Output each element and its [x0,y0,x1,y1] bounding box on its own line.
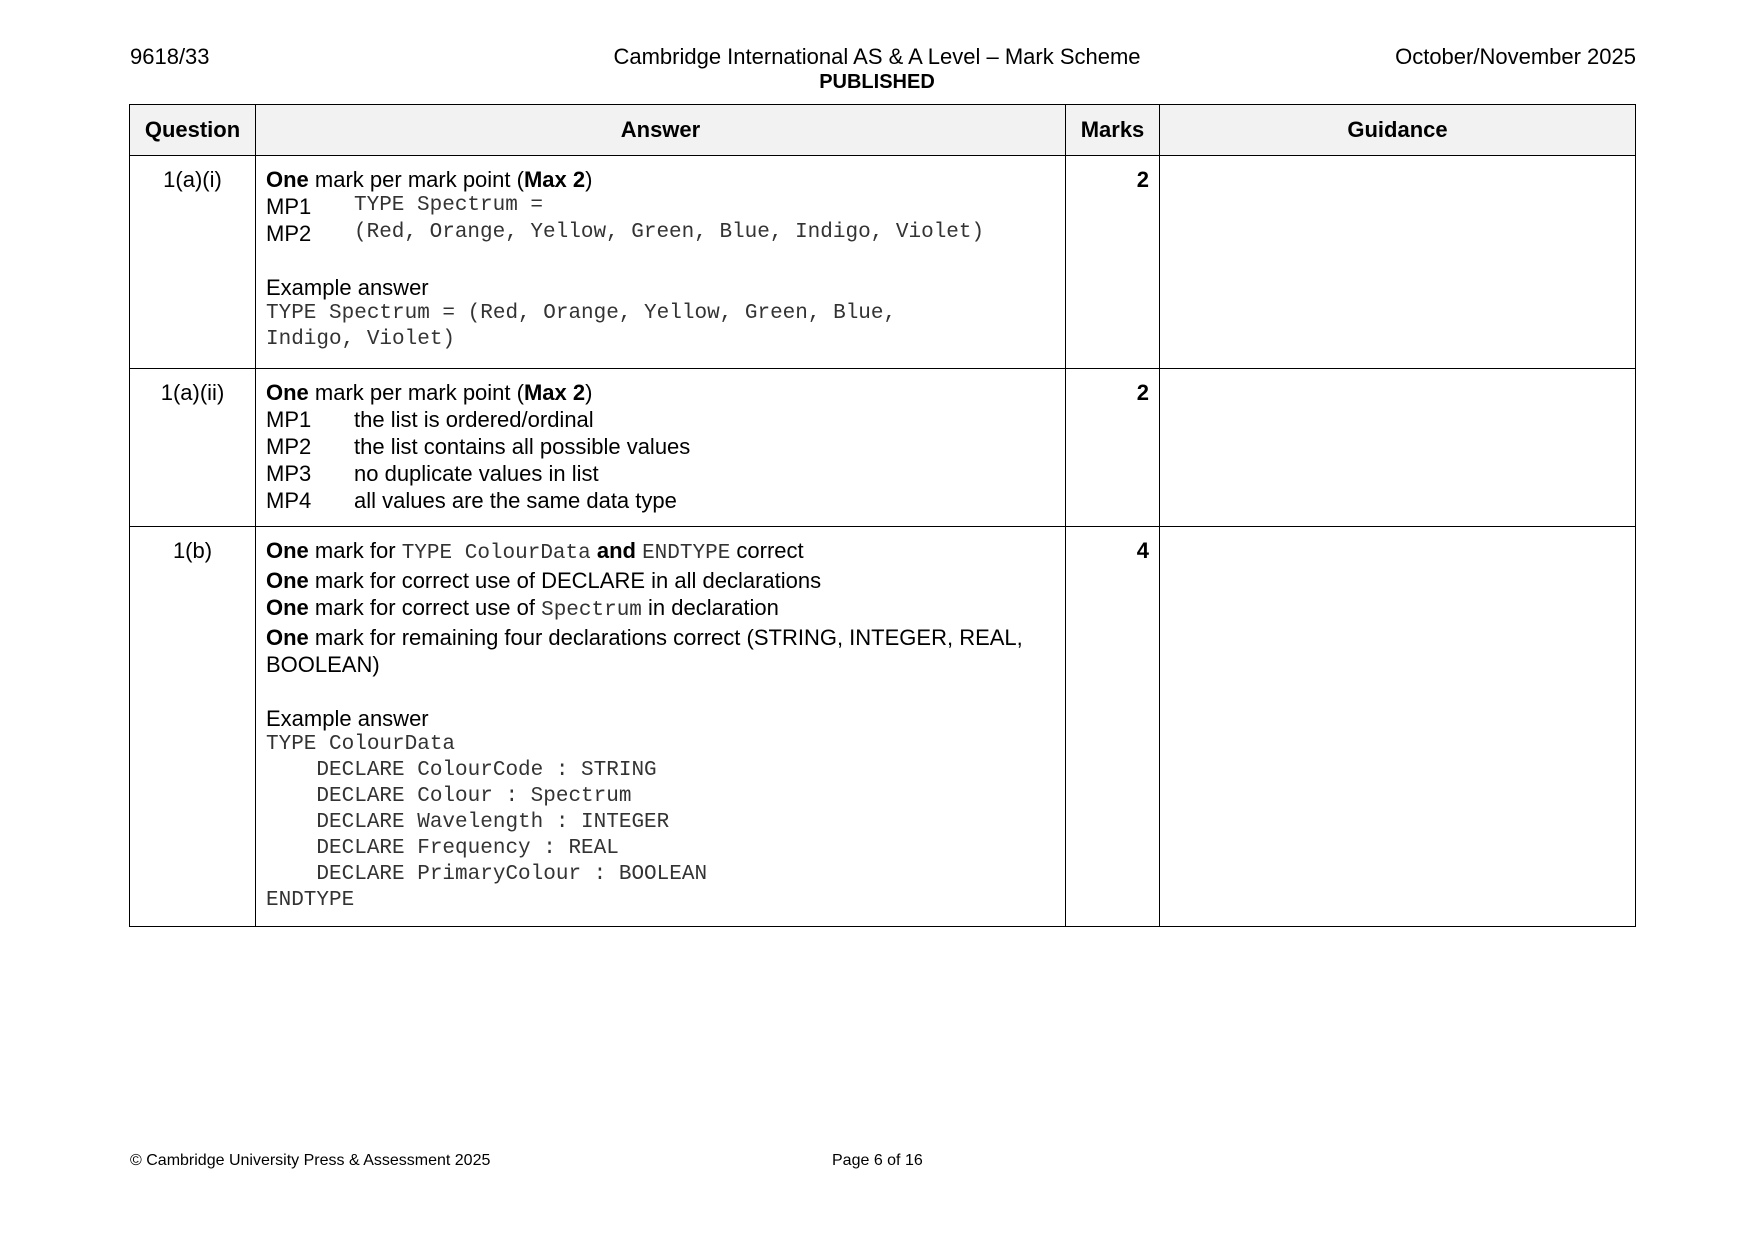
marks-value: 2 [1066,156,1160,369]
page-number: Page 6 of 16 [832,1152,923,1169]
question-number: 1(a)(i) [130,156,256,369]
guidance-cell [1160,527,1636,927]
mark-scheme-table [129,104,1636,927]
mark-point: MP2 (Red, Orange, Yellow, Green, Blue, Indigo, Violet) [266,221,985,246]
code-line: TYPE ColourData [266,733,456,756]
column-header-question: Question [130,105,256,156]
marks-value: 2 [1066,369,1160,527]
column-header-marks: Marks [1066,105,1160,156]
mark-rule: One mark per mark point (Max 2) [266,380,593,405]
code-line: DECLARE Colour : Spectrum [266,785,632,808]
code-line: DECLARE Wavelength : INTEGER [266,811,670,834]
mark-point: MP4 all values are the same data type [266,488,677,513]
paper-code: 9618/33 [130,44,210,69]
copyright-notice: © Cambridge University Press & Assessment 2025 [130,1152,491,1169]
answer-cell [256,527,1066,927]
table-row [130,369,1636,527]
table-row [130,156,1636,369]
answer-cell [256,156,1066,369]
column-header-answer: Answer [256,105,1066,156]
question-number: 1(b) [130,527,256,927]
mark-point: MP2 the list contains all possible values [266,434,691,459]
table-header-row [130,105,1636,156]
published-label: PUBLISHED [819,71,935,93]
mark-point: MP1 TYPE Spectrum = [266,194,544,219]
example-answer-label: Example answer [266,275,429,300]
exam-session: October/November 2025 [1395,44,1636,69]
code-line: DECLARE Frequency : REAL [266,837,619,860]
example-answer-label: Example answer [266,706,429,731]
mark-criterion: One mark for remaining four declarations correct (STRING, INTEGER, REAL, BOOLEAN) [266,625,1023,677]
mark-criterion: One mark for correct use of DECLARE in all declarations [266,568,822,593]
code-line: TYPE Spectrum = (Red, Orange, Yellow, Green, Blue, [266,302,897,325]
answer-cell [256,369,1066,527]
mark-point: MP1 the list is ordered/ordinal [266,407,594,432]
code-line: Indigo, Violet) [266,328,456,351]
mark-criterion: One mark for correct use of Spectrum in declaration [266,595,779,622]
mark-point: MP3 no duplicate values in list [266,461,599,486]
column-header-guidance: Guidance [1160,105,1636,156]
mark-rule: One mark per mark point (Max 2) [266,167,593,192]
marks-value: 4 [1066,527,1160,927]
guidance-cell [1160,369,1636,527]
table-row [130,527,1636,927]
code-line: DECLARE PrimaryColour : BOOLEAN [266,863,708,886]
code-line: DECLARE ColourCode : STRING [266,759,657,782]
document-title: Cambridge International AS & A Level – Mark Scheme [613,44,1141,69]
guidance-cell [1160,156,1636,369]
mark-criterion: One mark for TYPE ColourData and ENDTYPE correct [266,538,804,565]
question-number: 1(a)(ii) [130,369,256,527]
code-line: ENDTYPE [266,889,355,912]
